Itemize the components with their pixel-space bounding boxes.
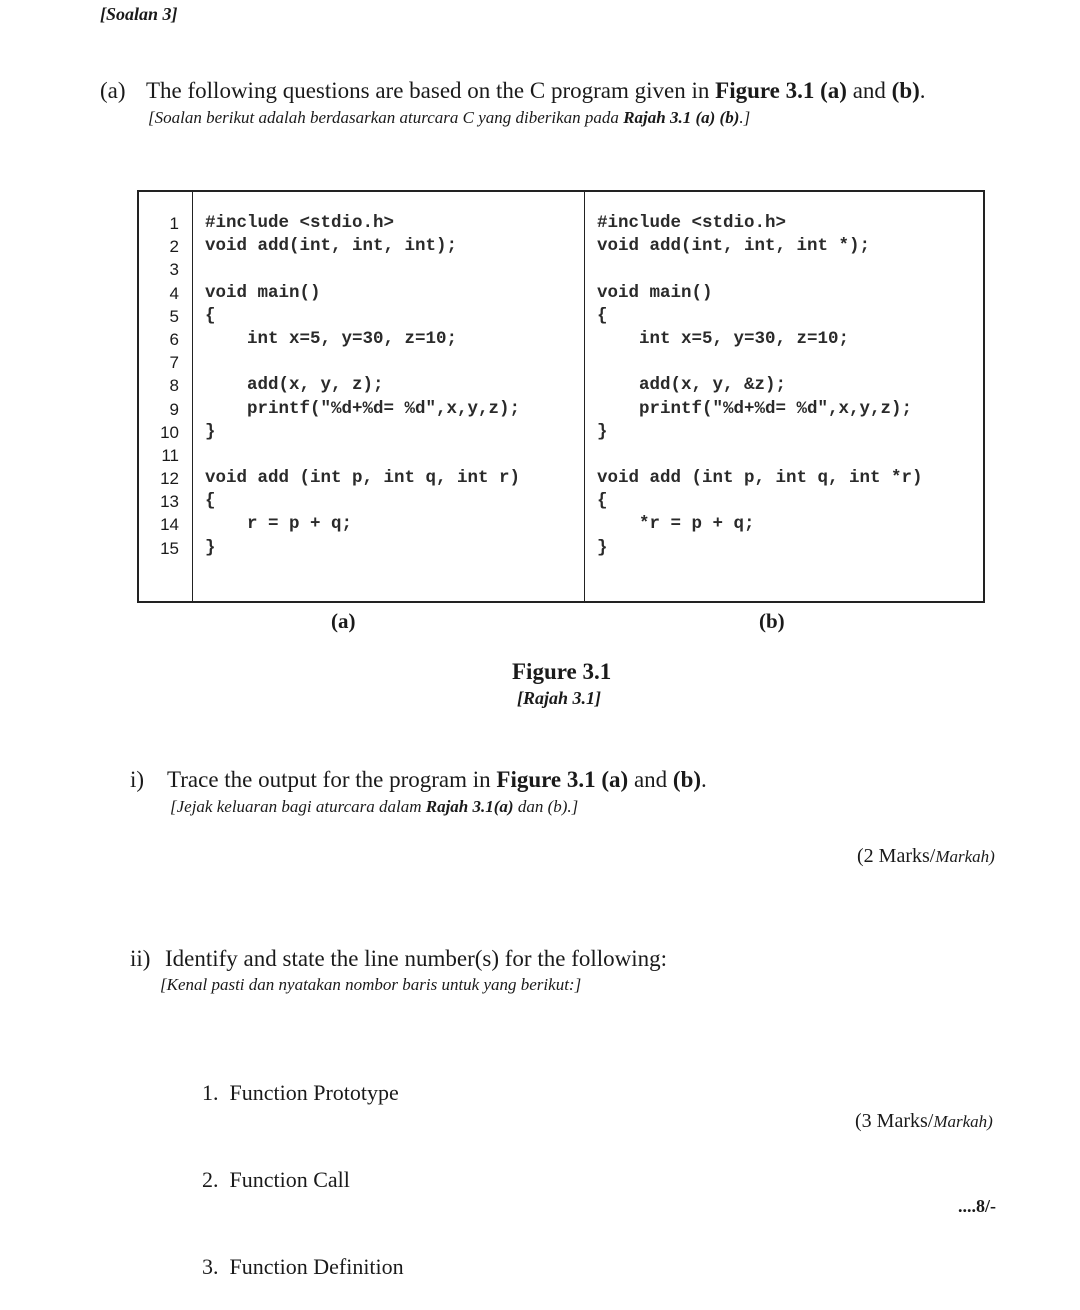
figure-code-table xyxy=(137,190,985,603)
code-line: } xyxy=(597,537,608,558)
question-ii-text: Identify and state the line number(s) for the following: xyxy=(165,946,668,971)
text: [Jejak keluaran bagi aturcara dalam xyxy=(170,797,426,816)
page-continuation: ....8/- xyxy=(958,1196,996,1216)
question-i-label: i) xyxy=(130,767,145,792)
text: Trace the output for the program in xyxy=(167,767,497,792)
code-line: { xyxy=(597,491,608,512)
text: Rajah 3.1 (a) (b) xyxy=(623,108,740,127)
question-ii-translation: [Kenal pasti dan nyatakan nombor baris untuk yang berikut:] xyxy=(160,975,582,994)
text: (3 Marks/ xyxy=(855,1110,934,1132)
code-line xyxy=(597,351,923,374)
line-number: 7 xyxy=(169,353,179,373)
code-a xyxy=(205,212,520,560)
code-line: { xyxy=(597,305,608,326)
line-number: 13 xyxy=(160,492,179,512)
code-line: #include <stdio.h> xyxy=(205,213,395,233)
code-line: r = p + q; xyxy=(205,514,353,535)
list-item: 3. Function Definition xyxy=(202,1254,404,1279)
question-i-text xyxy=(167,767,707,793)
code-line: printf("%d+%d= %d",x,y,z); xyxy=(597,398,913,419)
figure-label-b: (b) xyxy=(759,609,785,633)
code-line: int x=5, y=30, z=10; xyxy=(205,328,458,349)
column-divider xyxy=(192,192,193,601)
text: (b) xyxy=(672,767,702,792)
question-i-translation xyxy=(170,797,578,817)
code-line: add(x, y, &z); xyxy=(597,375,787,396)
code-line: int x=5, y=30, z=10; xyxy=(597,328,850,349)
text: The following questions are based on the C program given in xyxy=(146,78,716,103)
code-line: void add(int, int, int); xyxy=(205,236,458,257)
text: . xyxy=(919,78,926,103)
text: (b) xyxy=(891,78,920,103)
list-item: 2. Function Call xyxy=(202,1167,350,1192)
line-number: 11 xyxy=(161,445,179,465)
code-line: void main() xyxy=(597,282,713,303)
text: and xyxy=(628,767,673,792)
line-number: 1 xyxy=(169,214,179,233)
code-b xyxy=(597,212,923,560)
code-line xyxy=(205,258,520,281)
line-number: 4 xyxy=(169,283,179,303)
code-line: add(x, y, z); xyxy=(205,375,384,396)
line-number: 5 xyxy=(169,306,179,326)
part-a-text xyxy=(146,78,926,104)
text: Markah) xyxy=(933,1112,993,1131)
text: (2 Marks/ xyxy=(857,845,936,867)
line-numbers xyxy=(139,212,179,560)
text: [Soalan berikut adalah berdasarkan aturcara C yang diberikan pada xyxy=(148,108,624,127)
text: . xyxy=(701,767,707,792)
text: .] xyxy=(739,108,751,127)
figure-caption: Figure 3.1 xyxy=(512,659,612,684)
code-line xyxy=(597,258,923,281)
code-line: void add (int p, int q, int *r) xyxy=(597,468,923,489)
line-number: 2 xyxy=(169,237,179,257)
code-line: *r = p + q; xyxy=(597,514,755,535)
code-line: } xyxy=(205,537,216,558)
line-number: 6 xyxy=(169,329,179,349)
line-number: 9 xyxy=(169,399,179,419)
code-line: #include <stdio.h> xyxy=(597,213,787,233)
question-header: [Soalan 3] xyxy=(100,4,178,24)
text: Rajah 3.1(a) xyxy=(425,797,514,816)
code-line: { xyxy=(205,491,216,512)
code-line: void add(int, int, int *); xyxy=(597,236,871,257)
code-line: } xyxy=(597,421,608,442)
line-number: 14 xyxy=(160,515,179,535)
question-ii-list xyxy=(202,1020,404,1310)
line-number: 15 xyxy=(160,538,179,558)
code-line xyxy=(205,351,520,374)
line-number: 8 xyxy=(169,376,179,396)
figure-caption-translation: [Rajah 3.1] xyxy=(517,688,602,708)
line-number: 10 xyxy=(160,422,179,442)
part-a-label: (a) xyxy=(100,78,126,103)
text: Markah) xyxy=(935,847,995,866)
code-line: printf("%d+%d= %d",x,y,z); xyxy=(205,398,521,419)
column-divider xyxy=(584,192,585,601)
line-number: 12 xyxy=(160,469,179,489)
text: dan (b).] xyxy=(513,797,579,816)
figure-label-a: (a) xyxy=(331,609,356,633)
text: Figure 3.1 (a) xyxy=(496,767,629,792)
code-line: { xyxy=(205,305,216,326)
line-number: 3 xyxy=(169,260,179,280)
code-line: void main() xyxy=(205,282,321,303)
code-line xyxy=(205,444,520,467)
text: and xyxy=(846,78,892,103)
part-a-translation xyxy=(148,108,750,128)
list-item: 1. Function Prototype xyxy=(202,1080,399,1105)
text: Figure 3.1 (a) xyxy=(715,78,847,103)
code-line: void add (int p, int q, int r) xyxy=(205,468,521,489)
code-line xyxy=(597,444,923,467)
question-ii-label: ii) xyxy=(130,946,151,971)
question-i-marks xyxy=(857,845,995,868)
question-ii-marks xyxy=(855,1110,993,1133)
code-line: } xyxy=(205,421,216,442)
